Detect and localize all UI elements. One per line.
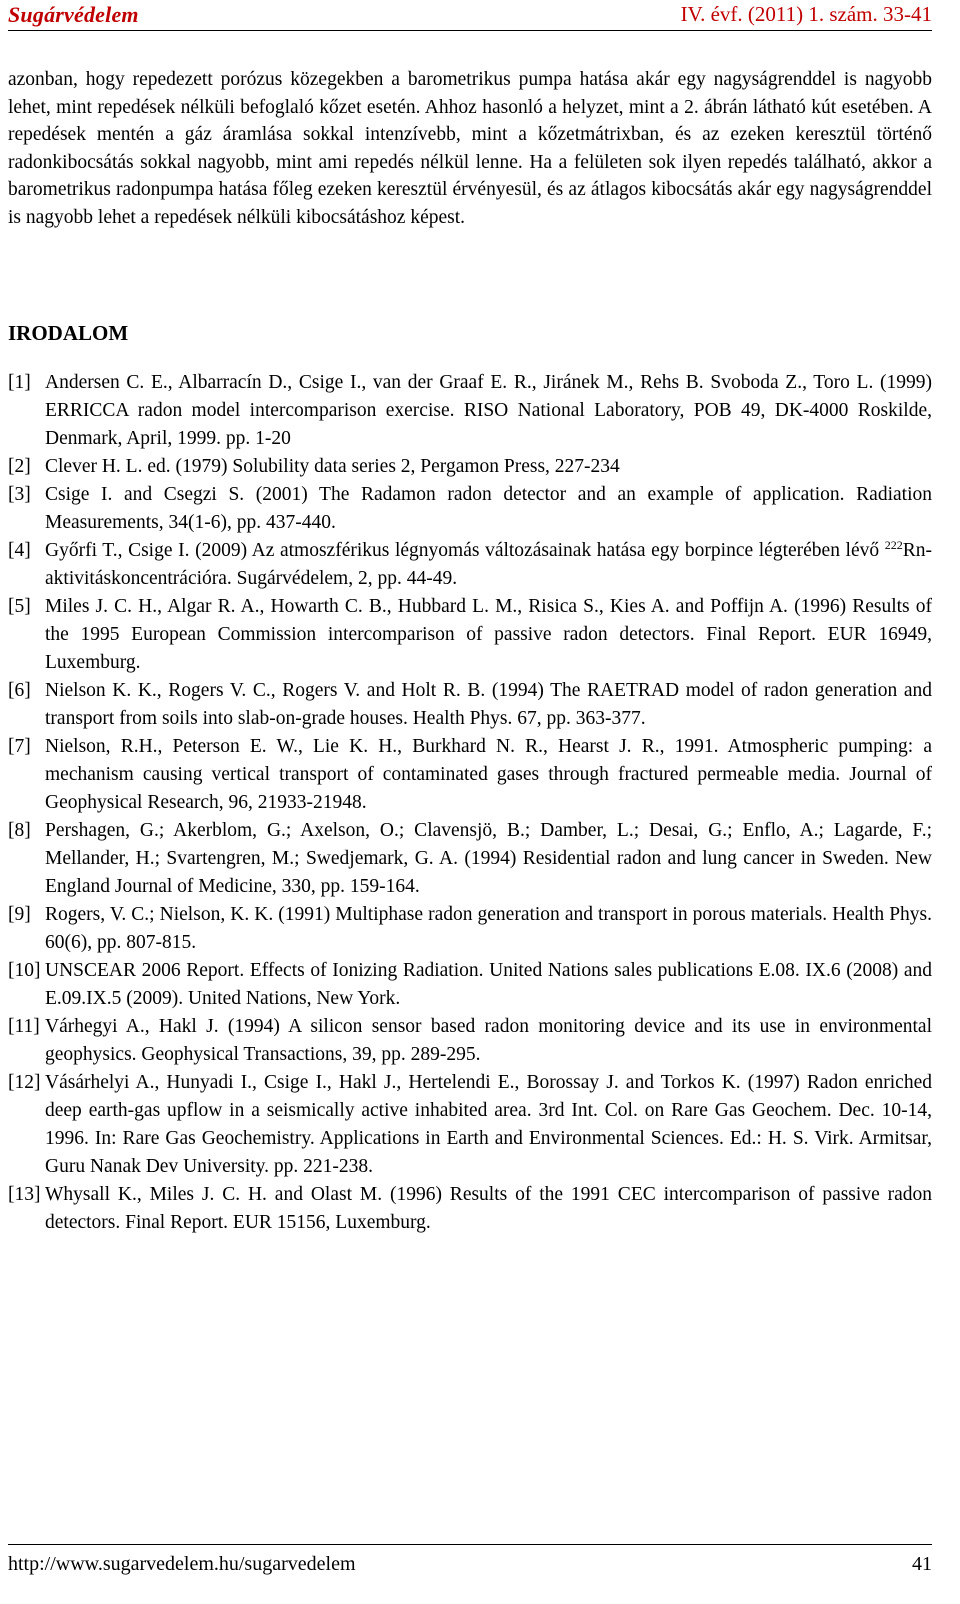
journal-title: Sugárvédelem xyxy=(8,2,139,27)
reference-text: Rogers, V. C.; Nielson, K. K. (1991) Multiphase radon generation and transport in porous materials. Health Phys. 60(6), pp. 807-815. xyxy=(45,904,932,953)
reference-item xyxy=(8,1069,932,1181)
body-paragraph: azonban, hogy repedezett porózus közegekben a barometrikus pumpa hatása akár egy nagyságrenddel is nagyobb lehet, mint repedések nélküli befoglaló kőzet esetén. Ahhoz hasonló a helyzet, mint a 2. ábrán látható kút esetében. A repedések mentén a gáz áramlása sokkal intenzívebb, mint a kőzetmátrixban, és az ezeken keresztül történő radonkibocsátás sokkal nagyobb, mint ami repedés nélkül lenne. Ha a felületen sok ilyen repedés található, akkor a barometrikus radonpumpa hatása főleg ezeken keresztül érvényesül, és az átlagos kibocsátás akár egy nagyságrenddel is nagyobb lehet a repedések nélküli kibocsátáshoz képest. xyxy=(8,69,932,228)
reference-number: [13] xyxy=(8,1184,41,1205)
reference-number: [1] xyxy=(8,372,31,393)
reference-text: Vásárhelyi A., Hunyadi I., Csige I., Hakl J., Hertelendi E., Borossay J. and Torkos K. (1997) Radon enriched deep earth-gas upflow in a seismically active inhabited area. 3rd Int. Col. on Rare Gas Geochem. Dec. 10-14, 1996. In: Rare Gas Geochemistry. Applications in Earth and Environmental Sciences. Ed.: H. S. Virk. Armitsar, Guru Nanak Dev University. pp. 221-238. xyxy=(45,1072,932,1177)
reference-item xyxy=(8,733,932,817)
reference-item xyxy=(8,1013,932,1069)
reference-item xyxy=(8,369,932,453)
reference-number: [11] xyxy=(8,1016,40,1037)
reference-text: UNSCEAR 2006 Report. Effects of Ionizing Radiation. United Nations sales publications E.08. IX.6 (2008) and E.09.IX.5 (2009). United Nations, New York. xyxy=(45,960,932,1009)
reference-number: [6] xyxy=(8,680,31,701)
reference-number: [10] xyxy=(8,960,41,981)
reference-item xyxy=(8,453,932,481)
reference-text-continued: Rn-aktivitáskoncentrációra. Sugárvédelem, 2, pp. 44-49. xyxy=(45,540,932,589)
page-footer xyxy=(8,1544,932,1585)
reference-text: Miles J. C. H., Algar R. A., Howarth C. B., Hubbard L. M., Risica S., Kies A. and Poffijn A. (1996) Results of the 1995 European Commission intercomparison of passive radon detectors. Final Report. EUR 16949, Luxemburg. xyxy=(45,596,932,673)
references-heading: IRODALOM xyxy=(8,321,129,345)
reference-item xyxy=(8,817,932,901)
reference-text: Pershagen, G.; Akerblom, G.; Axelson, O.; Clavensjö, B.; Damber, L.; Desai, G.; Enflo, A.; Lagarde, F.; Mellander, H.; Svartengren, M.; Swedjemark, G. A. (1994) Residential radon and lung cancer in Sweden. New England Journal of Medicine, 330, pp. 159-164. xyxy=(45,820,932,897)
reference-item xyxy=(8,1181,932,1237)
reference-text: Nielson, R.H., Peterson E. W., Lie K. H., Burkhard N. R., Hearst J. R., 1991. Atmospheric pumping: a mechanism causing vertical transport of contaminated gases through fractured permeable media. Journal of Geophysical Research, 96, 21933-21948. xyxy=(45,736,932,813)
reference-item xyxy=(8,957,932,1013)
reference-list xyxy=(8,369,932,1237)
journal-url-link[interactable]: http://www.sugarvedelem.hu/sugarvedelem xyxy=(8,1553,356,1575)
reference-number: [4] xyxy=(8,540,31,561)
reference-number: [2] xyxy=(8,456,31,477)
reference-item xyxy=(8,537,932,593)
reference-item xyxy=(8,593,932,677)
issue-info: IV. évf. (2011) 1. szám. 33-41 xyxy=(680,2,932,26)
page-number: 41 xyxy=(912,1553,932,1575)
reference-item xyxy=(8,901,932,957)
reference-text: Andersen C. E., Albarracín D., Csige I., van der Graaf E. R., Jiránek M., Rehs B. Svoboda Z., Toro L. (1999) ERRICCA radon model intercomparison exercise. RISO National Laboratory, POB 49, DK-4000 Roskilde, Denmark, April, 1999. pp. 1-20 xyxy=(45,372,932,449)
reference-item xyxy=(8,481,932,537)
reference-text: Győrfi T., Csige I. (2009) Az atmoszférikus légnyomás változásainak hatása egy borpince légterében lévő xyxy=(45,540,885,561)
reference-text: Whysall K., Miles J. C. H. and Olast M. (1996) Results of the 1991 CEC intercomparison of passive radon detectors. Final Report. EUR 15156, Luxemburg. xyxy=(45,1184,932,1233)
reference-item xyxy=(8,677,932,733)
reference-text: Clever H. L. ed. (1979) Solubility data series 2, Pergamon Press, 227-234 xyxy=(45,456,620,477)
reference-number: [5] xyxy=(8,596,31,617)
reference-text: Nielson K. K., Rogers V. C., Rogers V. and Holt R. B. (1994) The RAETRAD model of radon generation and transport from soils into slab-on-grade houses. Health Phys. 67, pp. 363-377. xyxy=(45,680,932,729)
reference-number: [3] xyxy=(8,484,31,505)
reference-number: [9] xyxy=(8,904,31,925)
document-page xyxy=(8,0,932,1604)
reference-number: [12] xyxy=(8,1072,41,1093)
reference-number: [8] xyxy=(8,820,31,841)
isotope-mass-number: 222 xyxy=(884,538,903,552)
reference-text: Várhegyi A., Hakl J. (1994) A silicon sensor based radon monitoring device and its use in environmental geophysics. Geophysical Transactions, 39, pp. 289-295. xyxy=(45,1016,932,1065)
reference-number: [7] xyxy=(8,736,31,757)
reference-text: Csige I. and Csegzi S. (2001) The Radamon radon detector and an example of application. Radiation Measurements, 34(1-6), pp. 437-440. xyxy=(45,484,932,533)
page-header xyxy=(8,2,932,31)
